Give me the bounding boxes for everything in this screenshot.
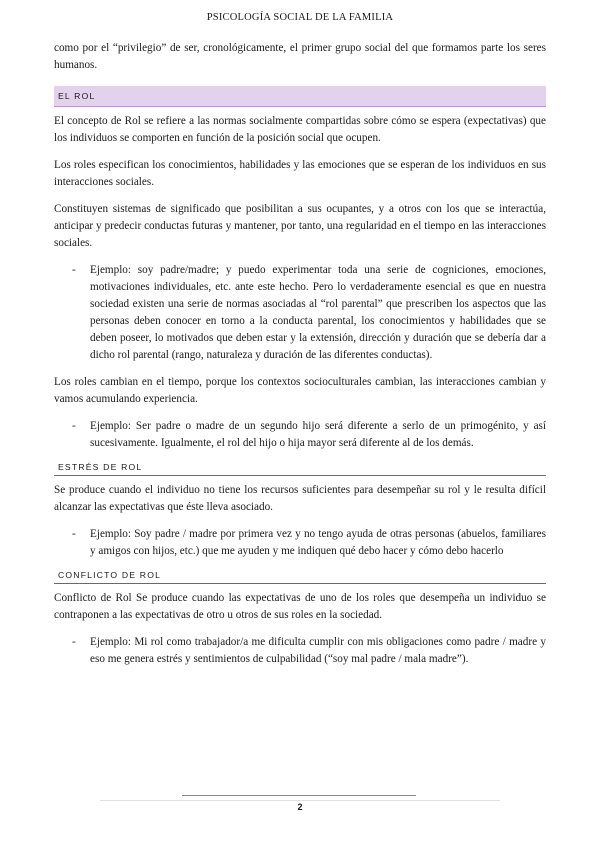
- bullet-marker: -: [72, 636, 76, 648]
- section-heading-conflicto: CONFLICTO DE ROL: [54, 570, 546, 584]
- list-item-text: Ejemplo: Mi rol como trabajador/a me dificulta cumplir con mis obligaciones como padre / madre y eso me genera estrés y sentimientos de culpabilidad (“soy mal padre / mala madre”).: [90, 636, 546, 665]
- list-item: [54, 634, 546, 668]
- list-item-text: Ejemplo: soy padre/madre; y puedo experimentar toda una serie de cogniciones, emociones, motivaciones individuales, etc. ante este hecho. Pero lo verdaderamente esencial es que en nuestra sociedad existen una serie de normas asociadas al “rol parental” que prescriben los aspectos que las personas deben conocer en torno a la conducta parental, los conocimientos y habilidades que se deben poseer, lo motivados que deben estar y la extensión, dirección y duración que se debería dar a dicho rol parental (rango, naturaleza y duración de las diferentes conductas).: [90, 264, 546, 361]
- paragraph: Se produce cuando el individuo no tiene los recursos suficientes para desempeñar su rol y le resulta difícil alcanzar las expectativas que éste lleva asociado.: [54, 484, 546, 513]
- list-item-text: Ejemplo: Soy padre / madre por primera vez y no tengo ayuda de otras personas (abuelos, familiares y amigos con hijos, etc.) que me ayuden y me indiquen qué debo hacer y cómo debo hacerlo: [90, 528, 546, 557]
- paragraph: Los roles especifican los conocimientos, habilidades y las emociones que se esperan de los individuos en sus interacciones sociales.: [54, 159, 546, 188]
- list-item-text: Ejemplo: Ser padre o madre de un segundo hijo será diferente a serlo de un primogénito, y así sucesivamente. Igualmente, el rol del hijo o hija mayor será diferente al de los demás.: [90, 420, 546, 449]
- footer-divider-light: [100, 800, 500, 801]
- running-header: PSICOLOGÍA SOCIAL DE LA FAMILIA: [206, 12, 394, 23]
- footer-divider: [182, 795, 416, 796]
- list-item: [54, 418, 546, 452]
- list-item: [54, 526, 546, 560]
- page-number: 2: [297, 802, 303, 812]
- bullet-marker: -: [72, 264, 76, 276]
- bullet-marker: -: [72, 420, 76, 432]
- paragraph: Los roles cambian en el tiempo, porque los contextos socioculturales cambian, las interacciones cambian y vamos acumulando experiencia.: [54, 376, 546, 405]
- intro-paragraph: como por el “privilegio” de ser, cronológicamente, el primer grupo social del que formamos parte los seres humanos.: [54, 42, 546, 71]
- paragraph: Conflicto de Rol Se produce cuando las expectativas de uno de los roles que desempeña un individuo se contraponen a las expectativas de otro u otros de sus roles en la sociedad.: [54, 592, 546, 621]
- section-heading-rol: EL ROL: [54, 86, 546, 107]
- list-item: [54, 262, 546, 364]
- paragraph: El concepto de Rol se refiere a las normas socialmente compartidas sobre cómo se espera (expectativas) que los individuos se comporten en función de la posición social que ocupen.: [54, 115, 546, 144]
- section-heading-estres: ESTRÉS DE ROL: [54, 462, 546, 476]
- page-content: [54, 40, 546, 678]
- bullet-marker: -: [72, 528, 76, 540]
- paragraph: Constituyen sistemas de significado que posibilitan a sus ocupantes, y a otros con los que se interactúa, anticipar y predecir conductas futuras y mantener, por tanto, una regularidad en el tiempo en las interacciones sociales.: [54, 203, 546, 249]
